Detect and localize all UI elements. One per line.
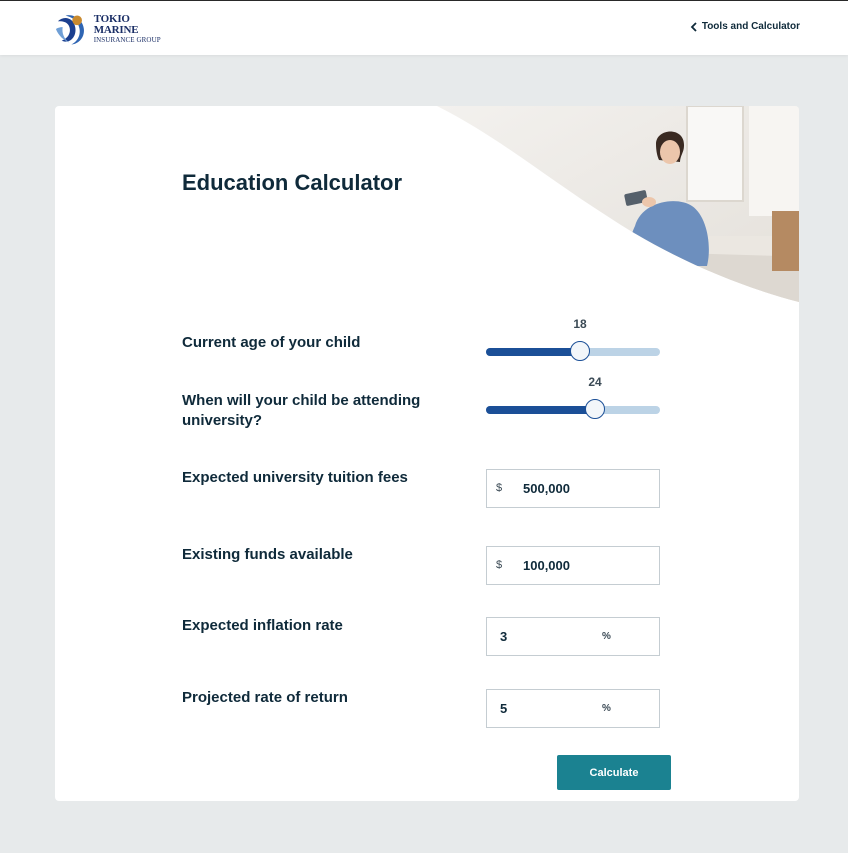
tuition-value[interactable]: 500,000 <box>523 481 570 496</box>
university-age-slider[interactable] <box>486 375 660 422</box>
currency-prefix: $ <box>496 482 503 494</box>
inflation-rate-label: Expected inflation rate <box>182 617 343 634</box>
child-age-label: Current age of your child <box>182 334 361 351</box>
site-header <box>0 1 848 55</box>
slider-value: 24 <box>588 375 602 389</box>
hero-photo-woman-with-tablet <box>437 106 799 302</box>
chevron-left-icon <box>690 22 698 32</box>
slider-fill <box>486 348 580 356</box>
tuition-label: Expected university tuition fees <box>182 469 408 486</box>
tools-and-calculator-link[interactable] <box>690 21 800 32</box>
slider-thumb[interactable] <box>585 399 605 419</box>
return-rate-input[interactable] <box>486 689 660 728</box>
percent-suffix: % <box>602 703 611 714</box>
calculate-button[interactable]: Calculate <box>557 755 671 790</box>
tokio-marine-logo-icon <box>54 11 89 47</box>
tuition-input[interactable] <box>486 469 660 508</box>
brand-name: TOKIO MARINE <box>93 13 139 36</box>
existing-funds-input[interactable] <box>486 546 660 585</box>
slider-value: 18 <box>573 317 587 331</box>
slider-fill <box>486 406 595 414</box>
brand-subtitle: INSURANCE GROUP <box>93 36 161 44</box>
return-rate-label: Projected rate of return <box>182 689 348 706</box>
existing-funds-value[interactable]: 100,000 <box>523 558 570 573</box>
university-age-label: When will your child be attending university? <box>182 392 421 429</box>
percent-suffix: % <box>602 631 611 642</box>
return-rate-value[interactable]: 5 <box>500 701 508 716</box>
slider-thumb[interactable] <box>570 341 590 361</box>
calculator-card <box>55 106 799 801</box>
brand-logo[interactable] <box>54 11 174 47</box>
tools-link-label: Tools and Calculator <box>701 21 800 32</box>
inflation-rate-value[interactable]: 3 <box>500 629 508 644</box>
page-title: Education Calculator <box>182 170 403 195</box>
inflation-rate-input[interactable] <box>486 617 660 656</box>
currency-prefix: $ <box>496 559 503 571</box>
child-age-slider[interactable] <box>486 317 660 364</box>
existing-funds-label: Existing funds available <box>182 546 353 563</box>
